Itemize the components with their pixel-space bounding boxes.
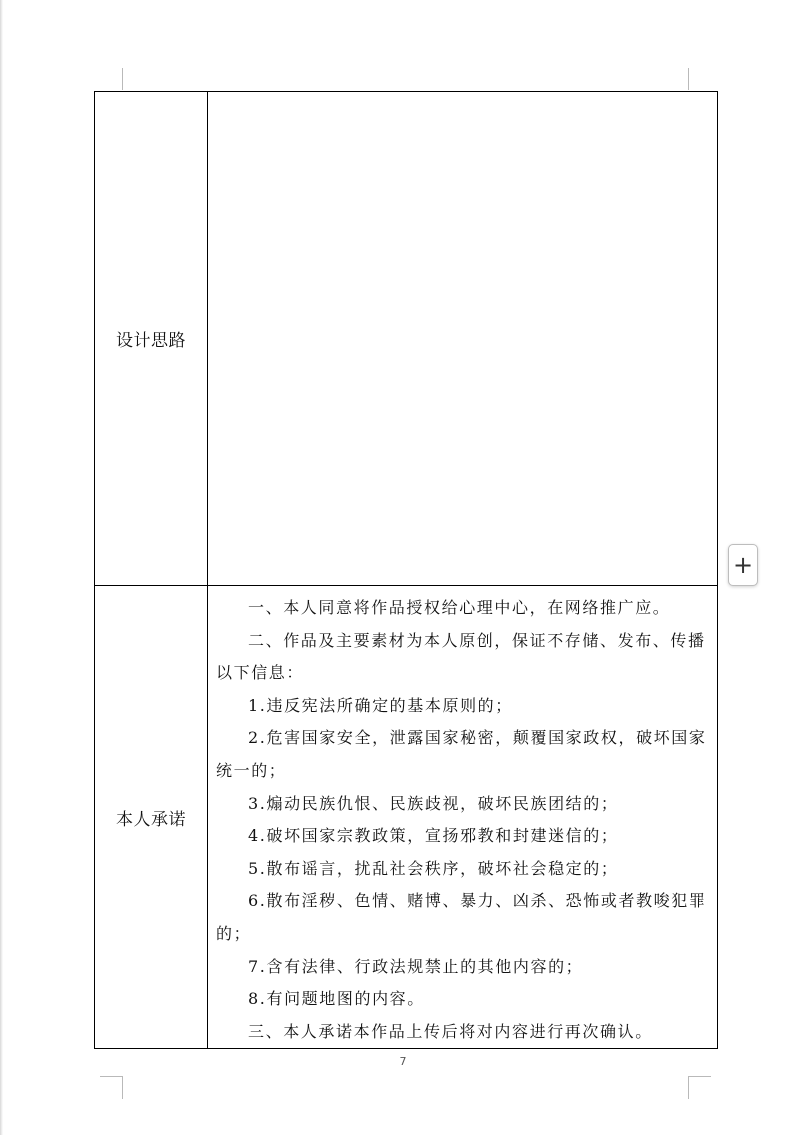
promise-paragraph: 2.危害国家安全，泄露国家秘密，颠覆国家政权，破坏国家统一的； <box>216 728 707 780</box>
design-label: 设计思路 <box>95 92 208 586</box>
promise-paragraph: 7.含有法律、行政法规禁止的其他内容的； <box>248 956 584 976</box>
promise-row <box>95 586 718 1049</box>
promise-paragraph: 1.违反宪法所确定的基本原则的； <box>248 695 513 715</box>
page-number: 7 <box>399 1055 407 1068</box>
promise-paragraph: 二、作品及主要素材为本人原创，保证不存储、发布、传播以下信息： <box>216 630 706 683</box>
add-row-button[interactable] <box>728 544 758 586</box>
page-edge-shadow <box>0 0 3 1135</box>
promise-paragraph: 一、本人同意将作品授权给心理中心，在网络推广应。 <box>248 598 671 617</box>
promise-paragraph: 三、本人承诺本作品上传后将对内容进行再次确认。 <box>248 1021 653 1041</box>
promise-paragraph: 5.散布谣言，扰乱社会秩序，破坏社会稳定的； <box>248 858 619 878</box>
margin-marker-bottom-right <box>688 1076 711 1099</box>
form-table <box>94 91 718 1049</box>
promise-paragraph: 3.煽动民族仇恨、民族歧视，破坏民族团结的； <box>248 793 619 813</box>
margin-marker-bottom-left <box>100 1076 123 1099</box>
margin-marker-top-right <box>688 68 711 90</box>
promise-paragraph: 4.破坏国家宗教政策，宣扬邪教和封建迷信的； <box>248 826 619 846</box>
promise-paragraph: 8.有问题地图的内容。 <box>248 989 425 1009</box>
design-row <box>95 92 718 586</box>
design-content-cell[interactable] <box>208 92 718 586</box>
promise-content-cell[interactable] <box>208 586 718 1049</box>
plus-icon: + <box>732 551 754 579</box>
promise-label: 本人承诺 <box>95 586 208 1049</box>
margin-marker-top-left <box>100 68 123 90</box>
promise-paragraph: 6.散布淫秽、色情、赌博、暴力、凶杀、恐怖或者教唆犯罪的； <box>216 891 707 943</box>
